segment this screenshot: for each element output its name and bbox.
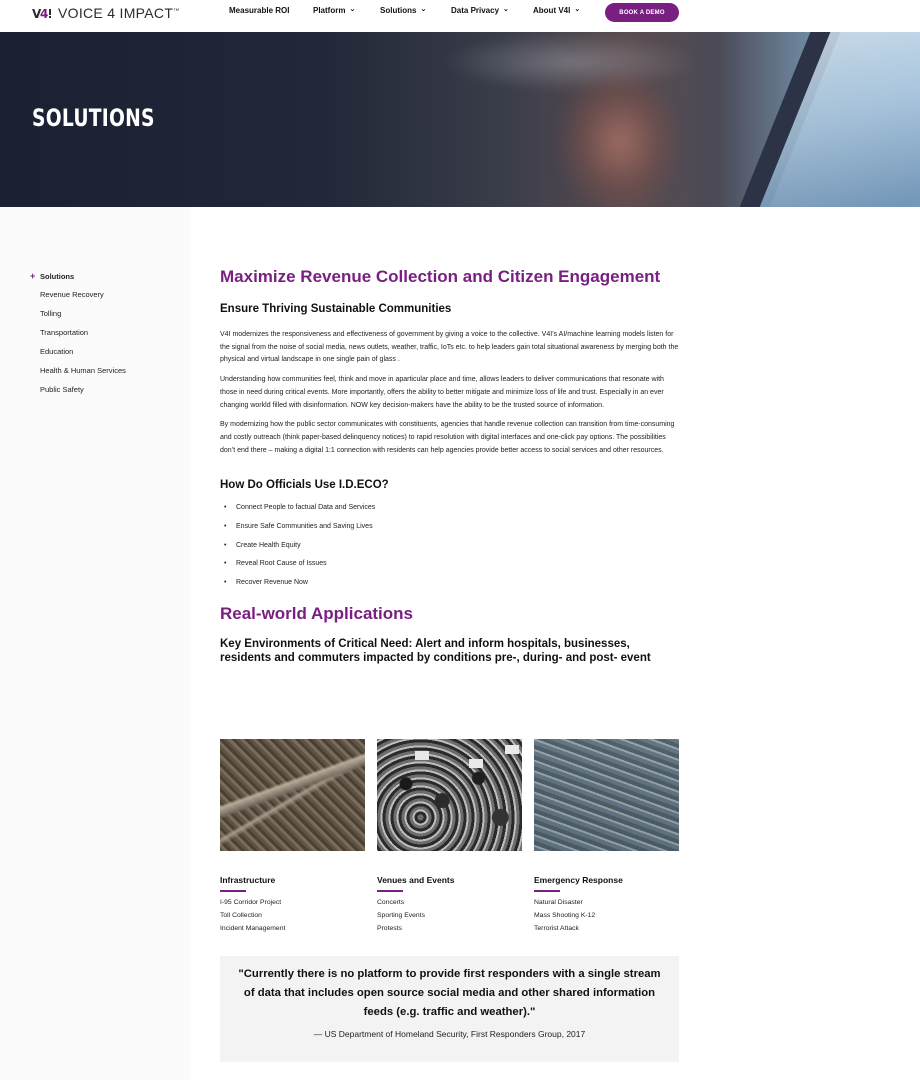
sidebar-item-public-safety[interactable]: Public Safety (40, 385, 84, 394)
top-navigation (0, 0, 920, 32)
nav-about-v4i[interactable]: About V4I ⌄ (533, 5, 581, 15)
sidebar-nav (30, 271, 126, 395)
sidebar-heading[interactable] (30, 271, 126, 281)
card-title: Venues and Events (377, 875, 455, 885)
brand-name: VOICE 4 IMPACT™ (58, 5, 180, 21)
protest-sign (415, 751, 429, 760)
list-item: • Connect People to factual Data and Services (220, 503, 680, 522)
card-item: Terrorist Attack (534, 924, 579, 932)
main-content (220, 266, 680, 665)
v4i-logo-mark-icon (32, 6, 54, 20)
card-infrastructure (220, 739, 365, 935)
card-item: Sporting Events (377, 911, 425, 919)
paragraph: By modernizing how the public sector communicates with constituents, agencies that handle revenue collection can transition from time-consuming and costly outreach (think paper-based delinquency notices) to rapid resolution with digital interfaces and one-click pay options. The possibilities don’t end there – making a digital 1:1 connection with residents can help agencies provide better access to social services and other resources. (220, 421, 675, 454)
plus-icon: + (30, 271, 36, 281)
quote-text: "Currently there is no platform to provide first responders with a single stream of data that includes open source social media and other shared information feeds (e.g. traffic and weather)." (238, 968, 661, 1018)
sidebar-heading-label: Solutions (40, 271, 75, 281)
officials-heading: How Do Officials Use I.D.ECO? (220, 479, 389, 492)
card-item: Incident Management (220, 924, 286, 932)
card-item: Mass Shooting K-12 (534, 911, 596, 919)
officials-list (220, 503, 680, 596)
title-underline (220, 890, 246, 892)
sidebar-item-education[interactable]: Education (40, 347, 74, 356)
title-underline (534, 890, 560, 892)
hero-banner (0, 32, 920, 207)
applications-title: Real-world Applications (220, 603, 414, 623)
svg-text:V: V (32, 7, 42, 20)
sidebar-item-revenue-recovery[interactable]: Revenue Recovery (40, 290, 104, 299)
card-item: Toll Collection (220, 911, 262, 919)
protest-sign (469, 759, 483, 768)
quote-source: — US Department of Homeland Security, First Responders Group, 2017 (313, 1029, 586, 1039)
book-demo-button[interactable]: BOOK A DEMO (605, 3, 679, 22)
paragraph: Understanding how communities feel, think and move in aparticular place and time, allows leaders to deliver communications that resonate with those in need during critical events. More importantly, offers the ability to better mitigate and minimize loss of life and trust. Especially in an ever changing workld filled with disinformation. NOW key decision-makers have the ability to be the trusted source of information. (220, 376, 664, 409)
svg-text:4: 4 (40, 7, 49, 20)
quote-block (220, 956, 679, 1062)
sidebar-item-health-human-services[interactable]: Health & Human Services (40, 366, 126, 375)
card-title: Infrastructure (220, 875, 276, 885)
flooded-town-image (534, 739, 679, 851)
page-title: SOLUTIONS (32, 104, 155, 132)
section-title: Maximize Revenue Collection and Citizen Engagement (220, 267, 661, 286)
main-menu (229, 4, 580, 16)
list-item: • Reveal Root Cause of Issues (220, 559, 680, 578)
card-item: I-95 Corridor Project (220, 898, 282, 906)
protest-sign (505, 745, 519, 754)
list-item: • Create Health Equity (220, 541, 680, 560)
sidebar-item-tolling[interactable]: Tolling (40, 309, 62, 318)
chevron-down-icon: ⌄ (503, 6, 509, 13)
chevron-down-icon: ⌄ (574, 6, 581, 13)
nav-measurable-roi[interactable]: Measurable ROI (229, 5, 290, 15)
sidebar-item-transportation[interactable]: Transportation (40, 328, 89, 337)
applications-subtitle: Key Environments of Critical Need: Alert and inform hospitals, businesses, residents and commuters impacted by conditions pre-, during- and post- event (220, 637, 651, 664)
card-item: Natural Disaster (534, 898, 583, 906)
list-item: • Ensure Safe Communities and Saving Lives (220, 522, 680, 541)
chevron-down-icon: ⌄ (420, 6, 427, 13)
highway-aerial-image (220, 739, 365, 851)
nav-solutions[interactable]: Solutions ⌄ (380, 5, 427, 15)
chevron-down-icon: ⌄ (349, 6, 356, 13)
section-subtitle: Ensure Thriving Sustainable Communities (220, 303, 452, 315)
brand-logo[interactable] (32, 4, 180, 22)
card-item: Protests (377, 924, 402, 932)
crowd-protest-image (377, 739, 522, 851)
card-venues-events (377, 739, 522, 935)
list-item: • Recover Revenue Now (220, 578, 680, 597)
title-underline (377, 890, 403, 892)
application-cards (220, 739, 680, 939)
hero-decoration (560, 72, 680, 207)
hero-decoration (746, 32, 920, 207)
card-item: Concerts (377, 898, 405, 906)
nav-data-privacy[interactable]: Data Privacy ⌄ (451, 5, 509, 15)
paragraph: V4I modernizes the responsiveness and effectiveness of government by giving a voice to the collective. V4I’s AI/machine learning models listen for the signal from the noise of social media, news outlets, weather, traffic, IoTs etc. to help leaders gain total situational awareness by merging both the physical and virtual landscape in one single pain of glass . (220, 331, 679, 364)
card-emergency-response (534, 739, 679, 935)
nav-platform[interactable]: Platform ⌄ (313, 5, 356, 15)
card-title: Emergency Response (534, 875, 623, 885)
